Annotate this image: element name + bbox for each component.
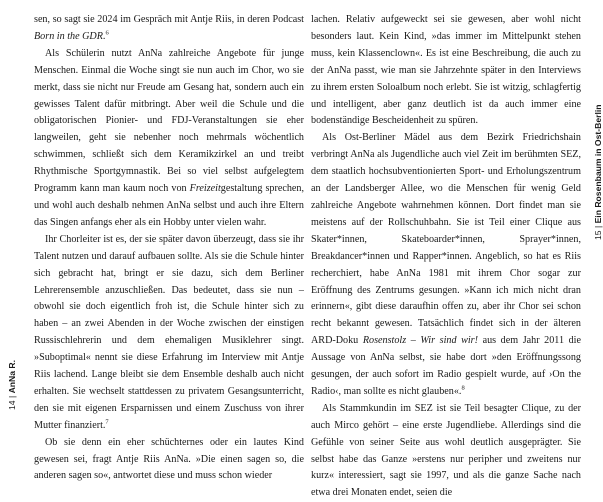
- body-paragraph: [34, 232, 304, 435]
- footnote-marker: 8: [461, 384, 465, 392]
- running-head-separator: |: [7, 393, 17, 401]
- paragraph-text: Ob sie denn ein eher schüchternes oder ein lautes Kind gewesen sei, fragt Antje Riis AnNa. »Die einen sagen so, die anderen sagen so«, antwortet diese und muss schon wieder: [34, 436, 304, 482]
- body-paragraph: [311, 12, 581, 130]
- running-head-title-right: Ein Rosenbaum in Ost-Berlin: [593, 104, 603, 224]
- paragraph-text: sen, so sagt sie 2024 im Gespräch mit Antje Riis, in deren Podcast: [34, 14, 304, 25]
- body-paragraph: [34, 435, 304, 486]
- italic-title: Rosenstolz – Wir sind wir!: [362, 335, 478, 347]
- paragraph-text: Als Ost-Berliner Mädel aus dem Bezirk Friedrichshain verbringt AnNa als Jugendliche auch viel Zeit im berühmten SEZ, dem staatlich hochsubventionierten Sport- und Erholungszentrum an der Landsberger Allee, wo die Menschen für wenig Geld zahlreiche Angebote wahrnehmen können. Dort findet man sie meistens auf der Rollschuhbahn. Sie ist Teil einer Clique aus Skater*innen, Skateboarder*innen, Sprayer*innen, Breakdancer*innen und Rapper*innen. Angeblich, so hat es Riis recherchiert, habe AnNa 1981 mit ihrem Chor sogar zur Eröffnung des Zentrums gesungen. »Kann ich mich nicht dran erinnern«, gibt diese daraufhin offen zu, aber ihr Chor sei schon recht bekannt gewesen. Tatsächlich findet sich in der älteren ARD-Doku: [311, 132, 581, 347]
- paragraph-text: Als Stammkundin im SEZ ist sie Teil besagter Clique, zu der auch Mirco gehört – eine erste Jugendliebe. Allerdings sind die Gefühle von seiner Seite aus wohl deutlich ausgeprägter. Sie selbst habe das Ganze »erstens nur peripher und zweitens nur kurz« interessiert, sagt sie 1997, und als die ganze Sache nach etwa drei Monaten endet, seien die: [311, 402, 581, 499]
- italic-title: Freizeit: [189, 183, 221, 195]
- paragraph-text: Ihr Chorleiter ist es, der sie später davon überzeugt, dass sie ihr Talent nutzen und darauf aufbauen sollte. Als sie die Schule hinter sich gebracht hat, bringt er sie dazu, sich dem Berliner Lehrerensemble anzuschließen. Das bedeutet, dass sie nun – obwohl sie doch eigentlich froh ist, die Schule hinter sich zu haben – an zwei Abenden in der Woche zwischen der einstigen Russischlehrerin und dem ehemaligen Musiklehrer singt. »Suboptimal« nennt sie diese Erfahrung im Interview mit Antje Riis lachend. Lange bleibt sie dem Ensemble deshalb auch nicht erhalten. Sie wechselt stattdessen zu privatem Gesangsunterricht, den sie mit eigenen Ersparnissen und einem Zuschuss von ihrer Mutter finanziert.: [34, 233, 304, 431]
- paragraph-text: gestaltung sprechen, und wohl auch deshalb nehmen AnNa selbst und auch ihre Eltern das Singen anfangs eher als ein Hobby unter vielen wahr.: [34, 183, 304, 228]
- running-head-separator: |: [593, 223, 603, 231]
- body-paragraph: [311, 130, 581, 401]
- paragraph-text: .: [102, 30, 106, 42]
- left-page-text-column: [34, 12, 304, 485]
- body-paragraph: [34, 12, 304, 46]
- paragraph-text: aus dem Jahr 2011 die Aussage von AnNa selbst, sie habe dort »den Eröffnungssong gesungen, der auch sofort im Radio gespielt wurde, auf ›On the Radio‹, man sollte es nicht glauben«.: [311, 335, 581, 397]
- page-number-left: 14: [7, 400, 17, 410]
- paragraph-text: lachen. Relativ aufgeweckt sei sie gewesen, aber wohl nicht besonders laut. Kein Kind, »das immer im Mittelpunkt stehen muss, kein Klassenclown«. Es ist eine Beschreibung, die auch zu der AnNa passt, wie man sie Jahrzehnte später in den Interviews zu ihrem ersten Soloalbum noch erlebt. Sie ist witzig, schlagfertig und intelligent, aber ganz deutlich ist da auch immer eine bodenständige Bescheidenheit zu spüren.: [311, 14, 581, 127]
- body-paragraph: [311, 401, 581, 502]
- footnote-marker: 7: [105, 418, 109, 426]
- running-head-right: [593, 105, 603, 240]
- page-number-right: 15: [593, 230, 603, 240]
- running-head-title-left: AnNa R.: [7, 359, 17, 394]
- running-head-left: [7, 360, 17, 410]
- body-paragraph: [34, 46, 304, 232]
- paragraph-text: Als Schülerin nutzt AnNa zahlreiche Angebote für junge Menschen. Einmal die Woche singt sie nun auch im Chor, wo sie merkt, dass sie nicht nur Freude am Gesang hat, sondern auch ein gewisses Talent dafür mitbringt. Aber weil die Schule und die obligatorischen Pionier- und FDJ-Veranstaltungen sie eher langweilen, geht sie nebenher noch mehrmals wöchentlich schwimmen, schließt sich dem Keramikzirkel an und treibt Rhythmische Sportgymnastik. Bei so viel selbst aufgelegtem Programm kann man kaum noch von: [34, 47, 304, 195]
- right-page-text-column: [311, 12, 581, 502]
- footnote-marker: 6: [105, 29, 109, 37]
- italic-title: Born in the GDR: [34, 30, 103, 42]
